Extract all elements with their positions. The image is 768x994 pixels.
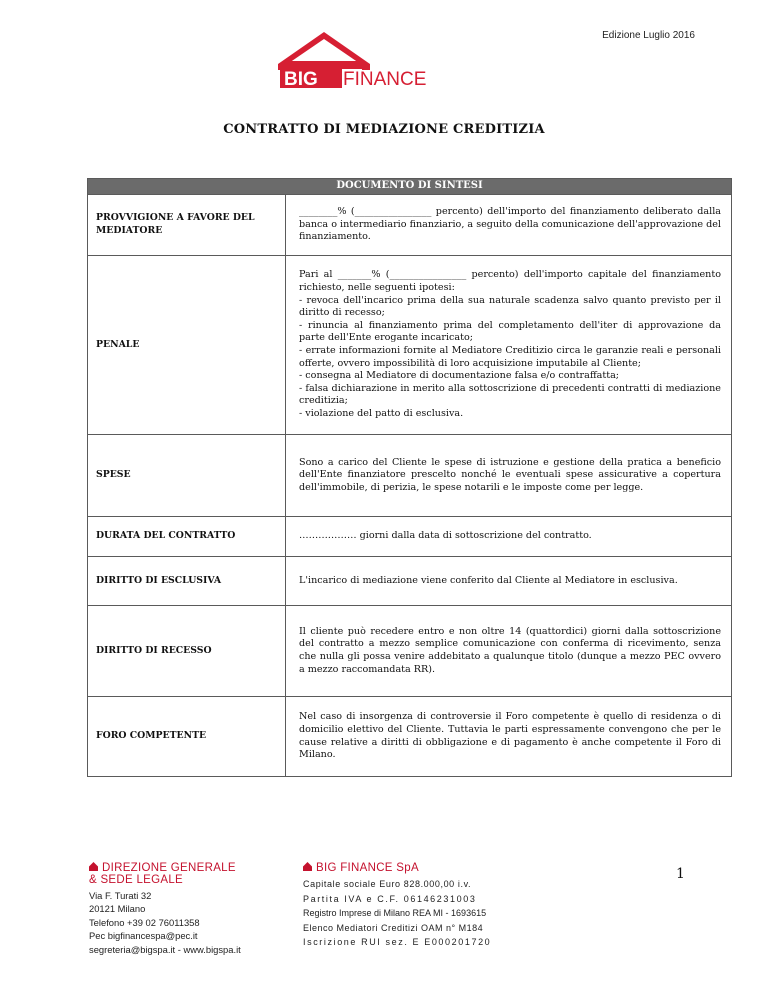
company-name: BIG FINANCE SpA — [316, 862, 419, 874]
value-line: ……………… giorni dalla data di sottoscrizione del contratto. — [299, 530, 592, 542]
summary-table-heading: DOCUMENTO DI SINTESI — [88, 179, 732, 195]
table-row — [88, 195, 732, 256]
row-label: PENALE — [88, 256, 286, 435]
address-line: 20121 Milano — [89, 903, 146, 915]
headquarters-heading — [89, 862, 241, 874]
row-value — [286, 517, 732, 557]
table-row — [88, 606, 732, 697]
value-line: - errate informazioni fornite al Mediatore Creditizio circa le garanzie reali e personali offerte, ovvero impossibilità di loro acquisizione imputabile al Cliente; — [299, 345, 721, 369]
house-icon — [89, 862, 98, 871]
vat-line: Partita IVA e C.F. 06146231003 — [303, 893, 477, 904]
value-line: Pari al _______% (________________ percento) dell'importo capitale del finanziamento richiesto, nelle seguenti ipotesi: — [299, 269, 721, 294]
headquarters-heading-line1: DIREZIONE GENERALE — [102, 862, 236, 874]
row-label: DIRITTO DI RECESSO — [88, 606, 286, 697]
summary-table — [87, 178, 732, 777]
table-row — [88, 435, 732, 517]
table-row — [88, 256, 732, 435]
edition-date: Edizione Luglio 2016 — [602, 30, 695, 41]
pec-line: Pec bigfinancespa@pec.it — [89, 930, 198, 942]
row-label: FORO COMPETENTE — [88, 697, 286, 777]
value-line: Nel caso di insorgenza di controversie il Foro competente è quello di residenza o di domicilio elettivo del Cliente. Tuttavia le parti espressamente convengono che per le cause relative a diritti di obbligazione e di pagamento è anche competente il Foro di Milano. — [299, 711, 721, 761]
value-line: Sono a carico del Cliente le spese di istruzione e gestione della pratica a beneficio dell'Ente finanziatore prescelto nonché le eventuali spese assicurative a copertura dell'immobile, di perizia, le spese notarili e le imposte come per legge. — [299, 456, 721, 493]
row-label: PROVVIGIONE A FAVORE DEL MEDIATORE — [88, 195, 286, 256]
row-label: DIRITTO DI ESCLUSIVA — [88, 557, 286, 606]
document-title: CONTRATTO DI MEDIAZIONE CREDITIZIA — [223, 122, 545, 137]
page-number: 1 — [676, 866, 685, 882]
row-value — [286, 606, 732, 697]
logo-big-text: BIG — [284, 69, 318, 90]
registry-line: Registro Imprese di Milano REA MI - 1693615 — [303, 908, 487, 918]
value-line: - rinuncia al finanziamento prima del completamento dell'iter di approvazione da parte dell'Ente erogante incaricato; — [299, 319, 721, 344]
rui-line: Iscrizione RUI sez. E E000201720 — [303, 937, 492, 947]
row-value — [286, 435, 732, 517]
row-value — [286, 697, 732, 777]
table-row — [88, 557, 732, 606]
house-icon — [303, 862, 312, 871]
phone-line: Telefono +39 02 76011358 — [89, 916, 200, 928]
oam-line: Elenco Mediatori Creditizi OAM n° M184 — [303, 922, 484, 933]
row-value — [286, 557, 732, 606]
value-line: L'incarico di mediazione viene conferito dal Cliente al Mediatore in esclusiva. — [299, 574, 678, 586]
table-row — [88, 697, 732, 777]
logo-finance-text: FINANCE — [343, 69, 427, 90]
big-finance-logo — [276, 28, 468, 90]
email-web-line: segreteria@bigspa.it - www.bigspa.it — [89, 943, 241, 955]
headquarters-heading-line2: & SEDE LEGALE — [89, 874, 184, 886]
value-line: - violazione del patto di esclusiva. — [299, 407, 464, 419]
row-label: SPESE — [88, 435, 286, 517]
address-line: Via F. Turati 32 — [89, 890, 152, 901]
value-line: - revoca dell'incarico prima della sua naturale scadenza salvo quanto previsto per il diritto di recesso; — [299, 294, 721, 319]
value-line: - falsa dichiarazione in merito alla sottoscrizione di precedenti contratti di mediazione creditizia; — [299, 382, 721, 407]
row-value — [286, 195, 732, 256]
table-row — [88, 517, 732, 557]
row-value — [286, 256, 732, 435]
footer-company-info — [303, 862, 491, 950]
value-line: - consegna al Mediatore di documentazione falsa e/o contraffatta; — [299, 370, 620, 382]
row-label: DURATA DEL CONTRATTO — [88, 517, 286, 557]
company-heading — [303, 862, 491, 874]
footer-headquarters — [89, 862, 241, 956]
value-line: ________% (________________ percento) dell'importo del finanziamento deliberato dalla banca o intermediario finanziario, a seguito della comunicazione dell'approvazione del finanziamento. — [299, 206, 721, 243]
value-line: Il cliente può recedere entro e non oltre 14 (quattordici) giorni dalla sottoscrizione del contratto a mezzo semplice comunicazione con conferma di ricevimento, senza che nulla gli possa venire addebitato a qualunque titolo (dunque a mezzo PEC ovvero a mezzo raccomandata RR). — [299, 625, 721, 675]
capital-line: Capitale sociale Euro 828.000,00 i.v. — [303, 879, 472, 889]
